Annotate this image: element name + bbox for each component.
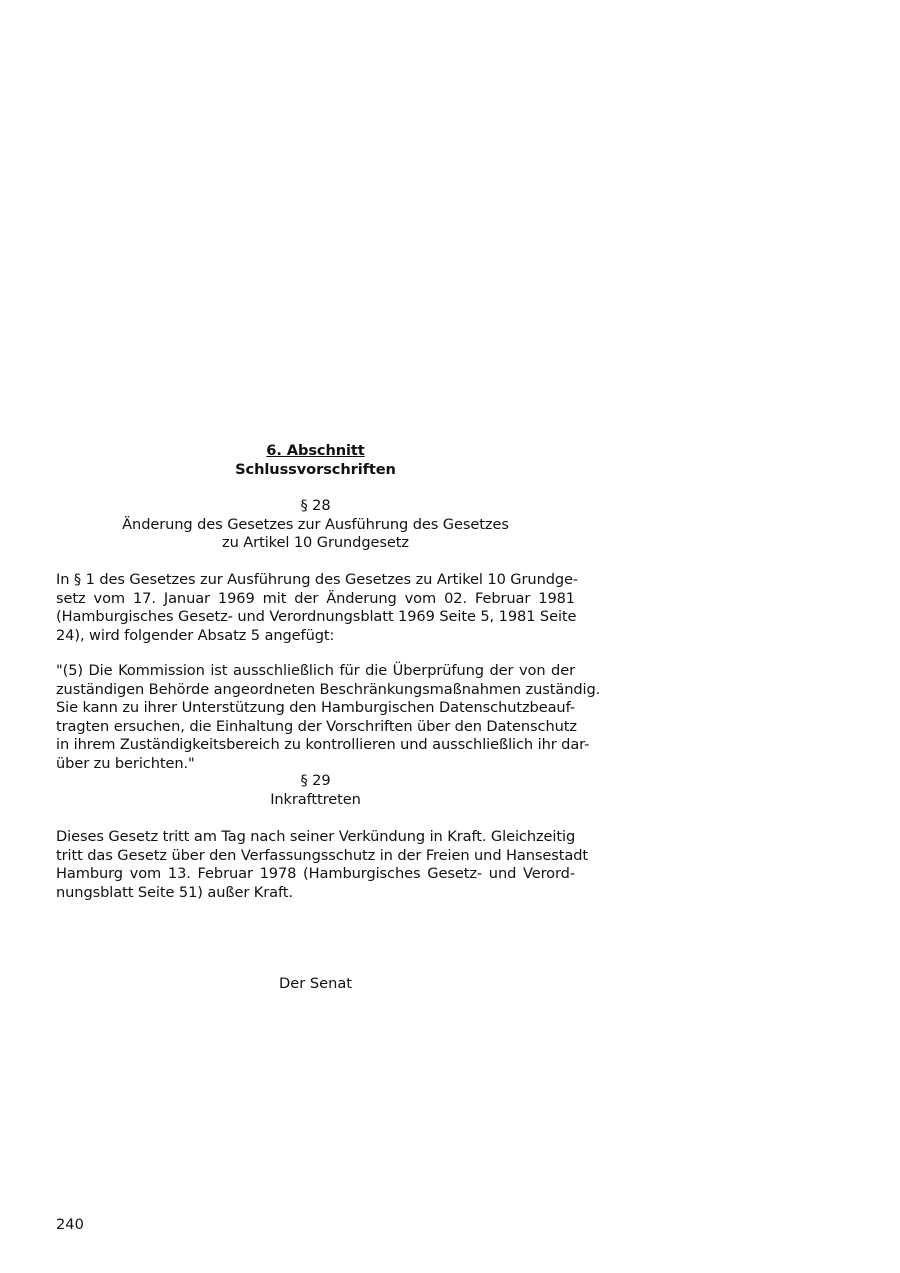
text-line: nungsblatt Seite 51) außer Kraft. xyxy=(56,883,293,901)
text-line: Dieses Gesetz tritt am Tag nach seiner Verkündung in Kraft. Gleichzeitig xyxy=(56,828,576,845)
text-line: Hamburg vom 13. Februar 1978 (Hamburgisches Gesetz- und Verord- xyxy=(56,865,575,882)
paragraph-29-title: Inkrafttreten xyxy=(270,790,361,808)
text-line: Sie kann zu ihrer Unterstützung den Hamburgischen Datenschutzbeauf- xyxy=(56,699,575,716)
text-line: in ihrem Zuständigkeitsbereich zu kontrollieren und ausschließlich ihr dar- xyxy=(56,736,590,753)
signature: Der Senat xyxy=(278,975,352,992)
text-line: In § 1 des Gesetzes zur Ausführung des Gesetzes zu Artikel 10 Grundge- xyxy=(56,571,579,588)
text-line: tritt das Gesetz über den Verfassungsschutz in der Freien und Hansestadt xyxy=(56,846,589,864)
paragraph-28-body-1 xyxy=(56,571,579,645)
text-line: setz vom 17. Januar 1969 mit der Änderung vom 02. Februar 1981 xyxy=(56,589,575,607)
paragraph-28-title-line-1: Änderung des Gesetzes zur Ausführung des Gesetzes xyxy=(122,515,509,533)
text-line: (Hamburgisches Gesetz- und Verordnungsblatt 1969 Seite 5, 1981 Seite xyxy=(56,608,577,625)
paragraph-29-number: § 29 xyxy=(300,772,331,789)
paragraph-28-heading xyxy=(56,497,575,553)
paragraph-29-heading xyxy=(56,772,575,809)
section-heading xyxy=(56,442,575,479)
paragraph-28-title-line-2: zu Artikel 10 Grundgesetz xyxy=(222,534,409,551)
text-line: "(5) Die Kommission ist ausschließlich für die Überprüfung der von der xyxy=(56,662,575,679)
document-page xyxy=(56,0,601,1273)
text-line: zuständigen Behörde angeordneten Beschränkungsmaßnahmen zuständig. xyxy=(56,680,601,698)
paragraph-29-body xyxy=(56,828,589,902)
paragraph-28-number: § 28 xyxy=(300,497,331,514)
page-number: 240 xyxy=(56,1216,84,1233)
section-title: Schlussvorschriften xyxy=(235,460,396,478)
text-line: tragten ersuchen, die Einhaltung der Vorschriften über den Datenschutz xyxy=(56,717,577,735)
paragraph-28-body-2 xyxy=(56,662,601,773)
section-number: 6. Abschnitt xyxy=(266,442,365,459)
text-line: 24), wird folgender Absatz 5 angefügt: xyxy=(56,626,335,644)
text-line: über zu berichten." xyxy=(56,754,195,772)
